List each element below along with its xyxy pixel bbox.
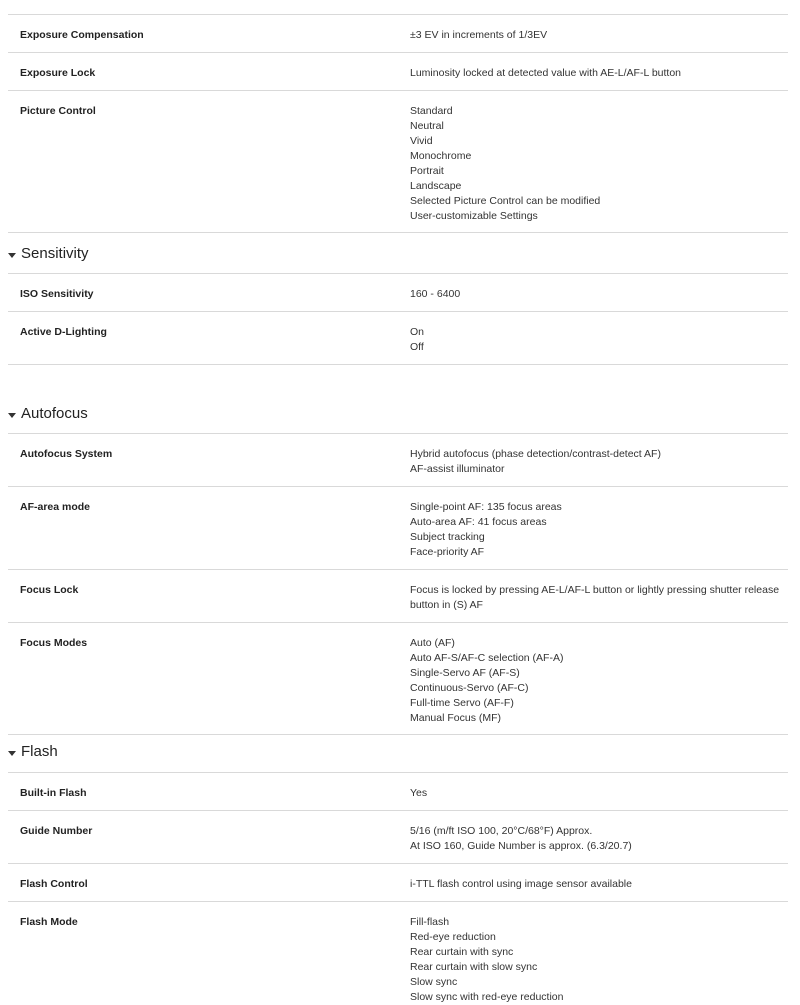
spec-label: Autofocus System <box>20 448 113 460</box>
spec-value: User-customizable Settings <box>410 210 538 222</box>
spec-values <box>410 500 780 560</box>
divider <box>8 734 788 735</box>
spec-values <box>410 447 780 477</box>
chevron-down-icon[interactable] <box>8 413 16 418</box>
spec-value: Auto AF-S/AF-C selection (AF-A) <box>410 652 564 664</box>
spec-value: Manual Focus (MF) <box>410 712 502 724</box>
spec-value: Face-priority AF <box>410 546 485 558</box>
spec-value: Luminosity locked at detected value with AE-L/AF-L button <box>410 67 682 79</box>
spec-value: i-TTL flash control using image sensor available <box>410 878 632 890</box>
divider <box>8 311 788 312</box>
spec-label: Flash Control <box>20 878 88 890</box>
divider <box>8 14 788 15</box>
chevron-down-icon[interactable] <box>8 253 16 258</box>
spec-value: Yes <box>410 787 428 799</box>
spec-value: Red-eye reduction <box>410 931 496 943</box>
spec-value: 5/16 (m/ft ISO 100, 20°C/68°F) Approx. <box>410 825 593 837</box>
spec-values <box>410 287 780 302</box>
spec-value: Full-time Servo (AF-F) <box>410 697 514 709</box>
divider <box>8 486 788 487</box>
spec-label: Picture Control <box>20 105 96 117</box>
divider <box>8 901 788 902</box>
divider <box>8 364 788 365</box>
section-title: Autofocus <box>21 405 88 422</box>
spec-value: Selected Picture Control can be modified <box>410 195 601 207</box>
spec-value: Portrait <box>410 165 444 177</box>
divider <box>8 232 788 233</box>
spec-value: Focus is locked by pressing AE-L/AF-L button or lightly pressing shutter release button in (S) AF <box>410 584 780 611</box>
spec-value: Continuous-Servo (AF-C) <box>410 682 529 694</box>
chevron-down-icon[interactable] <box>8 751 16 756</box>
spec-values <box>410 325 780 355</box>
spec-value: Vivid <box>410 135 433 147</box>
spec-value: Neutral <box>410 120 444 132</box>
spec-value: Monochrome <box>410 150 472 162</box>
spec-value: Slow sync with red-eye reduction <box>410 991 564 1003</box>
section-title: Sensitivity <box>21 245 89 262</box>
spec-value: ±3 EV in increments of 1/3EV <box>410 29 548 41</box>
spec-value: On <box>410 326 425 338</box>
spec-value: Hybrid autofocus (phase detection/contrast-detect AF) <box>410 448 661 460</box>
spec-values <box>410 877 780 892</box>
spec-value: Off <box>410 341 424 353</box>
spec-value: Rear curtain with sync <box>410 946 514 958</box>
spec-values <box>410 824 780 854</box>
spec-value: Standard <box>410 105 453 117</box>
divider <box>8 273 788 274</box>
spec-value: Auto (AF) <box>410 637 455 649</box>
spec-values <box>410 583 780 613</box>
divider <box>8 90 788 91</box>
spec-label: Exposure Lock <box>20 67 96 79</box>
divider <box>8 622 788 623</box>
spec-values <box>410 915 780 1005</box>
spec-value <box>410 0 780 2</box>
spec-value: Single-point AF: 135 focus areas <box>410 501 562 513</box>
spec-values <box>410 66 780 81</box>
spec-label: ISO Sensitivity <box>20 288 94 300</box>
spec-value: Landscape <box>410 180 462 192</box>
spec-values <box>410 786 780 801</box>
divider <box>8 863 788 864</box>
spec-value: Fill-flash <box>410 916 450 928</box>
spec-value: At ISO 160, Guide Number is approx. (6.3/20.7) <box>410 840 632 852</box>
spec-values <box>410 28 780 43</box>
spec-label: Exposure Compensation <box>20 29 144 41</box>
spec-values <box>410 104 780 224</box>
spec-label: Focus Lock <box>20 584 79 596</box>
spec-value: Slow sync <box>410 976 458 988</box>
spec-value: AF-assist illuminator <box>410 463 505 475</box>
spec-label: Focus Modes <box>20 637 88 649</box>
divider <box>8 772 788 773</box>
divider <box>8 433 788 434</box>
spec-value: Auto-area AF: 41 focus areas <box>410 516 547 528</box>
spec-value: Rear curtain with slow sync <box>410 961 538 973</box>
divider <box>8 810 788 811</box>
spec-values <box>410 636 780 726</box>
spec-value: Subject tracking <box>410 531 485 543</box>
spec-label: AF-area mode <box>20 501 91 513</box>
spec-values <box>410 0 780 2</box>
spec-label: Active D-Lighting <box>20 326 107 338</box>
spec-label: Guide Number <box>20 825 93 837</box>
section-title: Flash <box>21 743 58 760</box>
spec-label: Built-in Flash <box>20 787 87 799</box>
spec-label: Flash Mode <box>20 916 78 928</box>
spec-value: 160 - 6400 <box>410 288 461 300</box>
spec-value: Single-Servo AF (AF-S) <box>410 667 520 679</box>
divider <box>8 52 788 53</box>
divider <box>8 569 788 570</box>
